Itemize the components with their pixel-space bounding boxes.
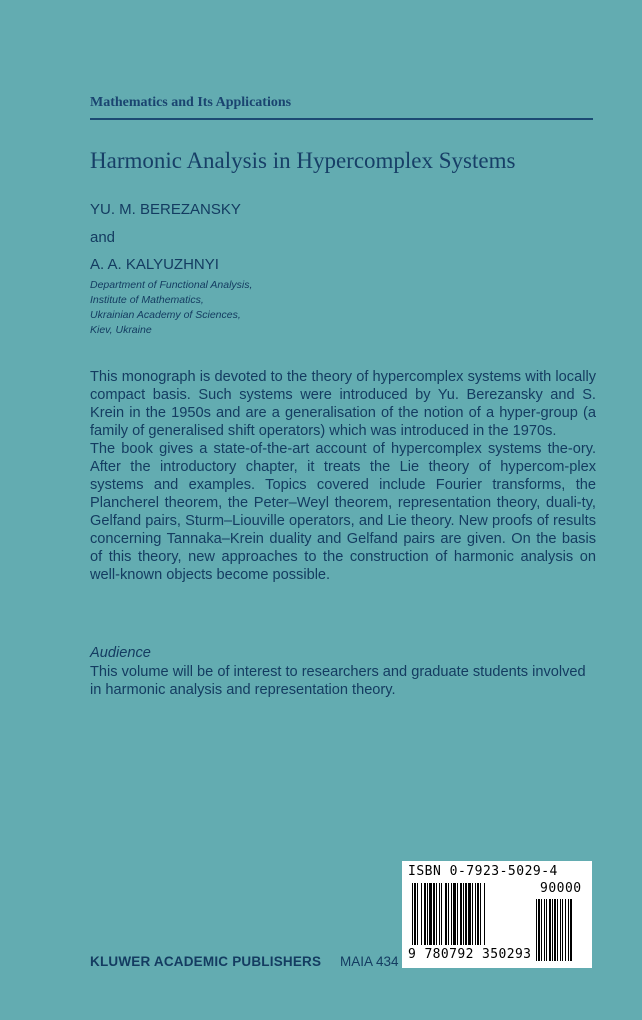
- addon-bar: [544, 899, 545, 961]
- audience-heading: Audience: [90, 645, 151, 661]
- isbn-barcode: [402, 861, 592, 968]
- barcode-bar: [439, 883, 440, 945]
- addon-bar: [568, 899, 569, 961]
- series-rule: [90, 118, 593, 120]
- addon-bar: [565, 899, 566, 961]
- addon-bar: [536, 899, 537, 961]
- barcode-bar: [475, 883, 476, 945]
- barcode-bar: [460, 883, 462, 945]
- addon-bar: [549, 899, 551, 961]
- author-kalyuzhnyi: A. A. KALYUZHNYI: [90, 256, 219, 273]
- author-conjunction: and: [90, 229, 116, 246]
- addon-bar: [570, 899, 572, 961]
- barcode-bar: [480, 883, 481, 945]
- barcode-bar: [424, 883, 426, 945]
- addon-bar: [538, 899, 540, 961]
- affiliation-line: Ukrainian Academy of Sciences,: [90, 309, 241, 321]
- barcode-bar: [453, 883, 456, 945]
- barcode-bar: [477, 883, 479, 945]
- series-title: Mathematics and Its Applications: [90, 95, 292, 110]
- affiliation-line: Kiev, Ukraine: [90, 324, 152, 336]
- barcode-bar: [445, 883, 447, 945]
- barcode-bar: [429, 883, 432, 945]
- barcode-bar: [468, 883, 471, 945]
- abstract: [90, 368, 596, 584]
- ean-digits: 9 780792 350293: [408, 947, 532, 962]
- addon-bar: [546, 899, 547, 961]
- barcode-bar: [441, 883, 442, 945]
- barcode-bar: [417, 883, 418, 945]
- abstract-paragraph: The book gives a state-of-the-art account of hypercomplex systems the-ory. After the introductory chapter, it treats the Lie theory of hypercom-plex systems and examples. Topics covered include Fourier transforms, the Plancherel theorem, the Peter–Weyl theorem, representation theory, duali-ty, Gelfand pairs, Sturm–Liouville operators, and Lie theory. New proofs of results concerning Tannaka–Krein duality and Gelfand pairs are given. On the basis of this theory, new approaches to the construction of harmonic analysis on well-known objects become possible.: [90, 441, 596, 583]
- publisher-name: KLUWER ACADEMIC PUBLISHERS: [90, 954, 322, 969]
- price-code: 90000: [540, 881, 582, 896]
- barcode-bar: [457, 883, 458, 945]
- addon-bar: [560, 899, 561, 961]
- barcode-bar: [463, 883, 464, 945]
- barcode-bar: [465, 883, 467, 945]
- barcode-bar: [433, 883, 435, 945]
- barcode-bar: [414, 883, 416, 945]
- audience-text: This volume will be of interest to researchers and graduate students involved in harmonic analysis and representation theory.: [90, 664, 586, 698]
- author-berezansky: YU. M. BEREZANSKY: [90, 201, 241, 218]
- affiliation: [90, 278, 252, 338]
- abstract-paragraph: This monograph is devoted to the theory of hypercomplex systems with locally compact basis. Such systems were introduced by Yu. Berezansky and S. Krein in the 1950s and are a generalisation of the notion of a hyper-group (a family of generalised shift operators) which was introduced in the 1970s.: [90, 369, 596, 439]
- barcode-bar: [421, 883, 422, 945]
- addon-bar: [552, 899, 553, 961]
- book-title: Harmonic Analysis in Hypercomplex Systems: [90, 148, 516, 173]
- barcode-bar: [427, 883, 428, 945]
- barcode-bar: [484, 883, 485, 945]
- barcode-bar: [472, 883, 473, 945]
- addon-bar: [541, 899, 542, 961]
- barcode-bar: [448, 883, 449, 945]
- barcode-bar: [451, 883, 452, 945]
- addon-bar: [562, 899, 563, 961]
- series-code: MAIA 434: [340, 954, 399, 969]
- barcode-bar: [436, 883, 437, 945]
- addon-bar: [554, 899, 556, 961]
- barcode-bar: [412, 883, 413, 945]
- addon-bar: [557, 899, 558, 961]
- affiliation-line: Department of Functional Analysis,: [90, 279, 253, 291]
- isbn-number: ISBN 0-7923-5029-4: [408, 864, 558, 879]
- affiliation-line: Institute of Mathematics,: [90, 294, 204, 306]
